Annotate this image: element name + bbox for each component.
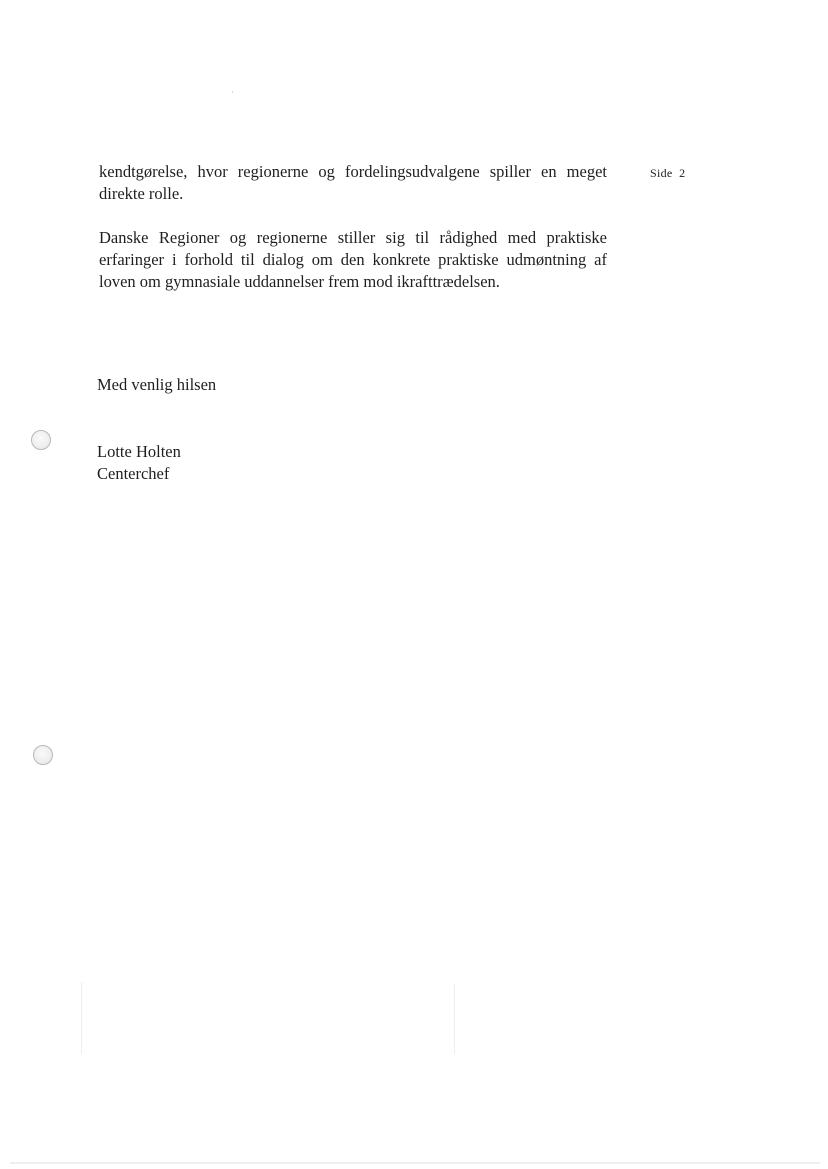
punch-hole-icon: [33, 745, 53, 765]
body-paragraph-1: kendtgørelse, hvor regionerne og fordelingsudvalgene spiller en meget direkte rolle.: [99, 162, 607, 203]
scan-artifact-line: [454, 984, 455, 1054]
punch-hole-icon: [31, 430, 51, 450]
signatory-title: Centerchef: [97, 464, 170, 483]
page-number-label: Side 2: [650, 166, 686, 180]
body-paragraph-2: Danske Regioner og regionerne stiller sig til rådighed med praktiske erfaringer i forhold til dialog om den konkrete praktiske udmøntning af loven om gymnasiale uddannelser frem mod ikrafttrædelsen.: [99, 228, 607, 291]
scan-edge-line: [10, 1162, 820, 1164]
scan-artifact-line: [81, 982, 82, 1054]
scan-speck: [232, 91, 233, 93]
signatory-name: Lotte Holten: [97, 442, 181, 461]
closing-salutation: Med venlig hilsen: [97, 375, 217, 394]
